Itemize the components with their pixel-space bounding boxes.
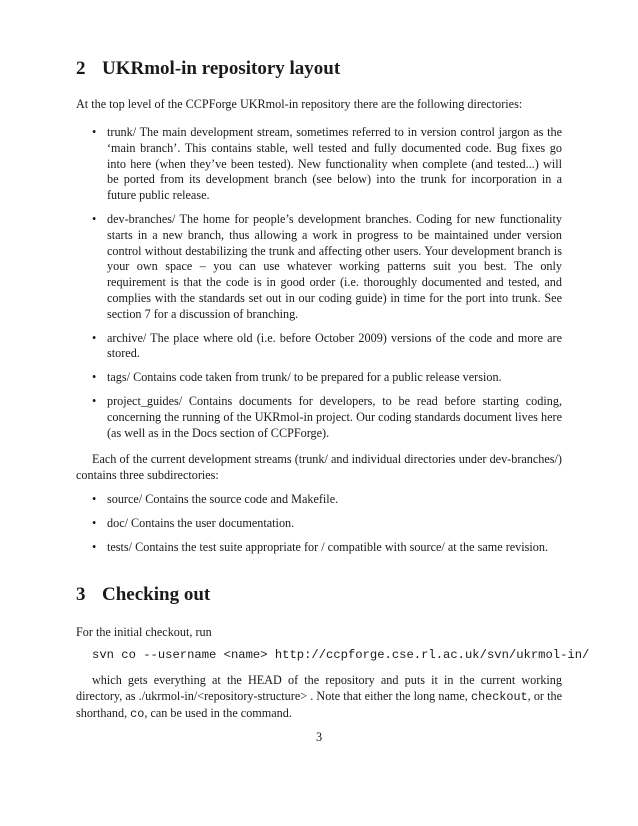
long-name-code: checkout [470, 689, 528, 704]
list-item-text: trunk/ The main development stream, sometimes referred to in version control jargon as the ‘main branch’. This contains stable, well tested and fully documented code. Bug fixes go into here (when they’ve been tested). New functionality when complete (and tested...) will be ported from its development branch (see below) into the trunk for incorporation in a future public release. [107, 125, 562, 203]
section-2-number: 2 [76, 58, 86, 79]
subdirectory-list [76, 492, 562, 555]
bullet-icon: • [92, 370, 97, 385]
directory-list-item [76, 331, 562, 363]
section-3-intro: For the initial checkout, run [76, 625, 212, 639]
checkout-command: svn co --username <name> http://ccpforge.cse.rl.ac.uk/svn/ukrmol-in/ [92, 648, 590, 662]
bullet-icon: • [92, 330, 97, 345]
subdirectory-list-item [76, 516, 562, 532]
bullet-icon: • [92, 211, 97, 226]
list-item-text: doc/ Contains the user documentation. [107, 515, 295, 530]
bullet-icon: • [92, 492, 97, 506]
explanation-text-1: which gets everything at the HEAD of the repository and puts it in the current working directory, as ./ukrmol-in/<repository-structure> . Note that either the long name, [76, 673, 562, 703]
bullet-icon: • [92, 125, 97, 139]
explanation-text-3: , can be used in the command. [144, 705, 292, 720]
explanation-text-2: , or the shorthand, [76, 688, 562, 720]
directory-list [76, 125, 562, 441]
list-item-text: source/ Contains the source code and Makefile. [107, 492, 339, 506]
list-item-text: tests/ Contains the test suite appropriate for / compatible with source/ at the same revision. [107, 539, 549, 554]
list-item-text: archive/ The place where old (i.e. before October 2009) versions of the code and more are stored. [107, 330, 562, 361]
checkout-explanation [76, 673, 562, 722]
short-name-code: co [130, 706, 145, 721]
section-3-title: Checking out [102, 584, 211, 605]
section-2-intro: At the top level of the CCPForge UKRmol-in repository there are the following directories: [76, 97, 523, 111]
section-2-heading [76, 58, 340, 80]
list-item-text: tags/ Contains code taken from trunk/ to be prepared for a public release version. [107, 370, 502, 385]
subdirectories-intro: Each of the current development streams (trunk/ and individual directories under dev-branches/) contains three subdirectories: [76, 452, 562, 482]
section-2-title: UKRmol-in repository layout [102, 58, 341, 79]
bullet-icon: • [92, 515, 97, 530]
page-number: 3 [315, 730, 323, 744]
directory-list-item [76, 125, 562, 204]
bullet-icon: • [92, 393, 97, 408]
list-item-text: dev-branches/ The home for people’s development branches. Coding for new functionality starts in a new branch, thus allowing a work in progress to be maintained under version control without destabilizing the trunk and affecting other users. Your development branch is your own space – you can use whatever working patterns suit you best. The only requirement is that the code is in good order (i.e. thoroughly documented and tested, and complies with the standards set out in our coding guide) in time for the port into trunk. See section 7 for a discussion of branching. [107, 211, 562, 321]
subdirectory-list-item [76, 540, 562, 556]
subdirectory-list-item [76, 492, 562, 508]
section-3-number: 3 [76, 584, 86, 605]
directory-list-item [76, 212, 562, 323]
section-3-heading [76, 584, 210, 606]
directory-list-item [76, 370, 562, 386]
directory-list-item [76, 394, 562, 441]
list-item-text: project_guides/ Contains documents for developers, to be read before starting coding, concerning the running of the UKRmol-in project. Our coding standards document lives here (as well as in the Docs section of CCPForge). [107, 393, 562, 440]
bullet-icon: • [92, 539, 97, 554]
